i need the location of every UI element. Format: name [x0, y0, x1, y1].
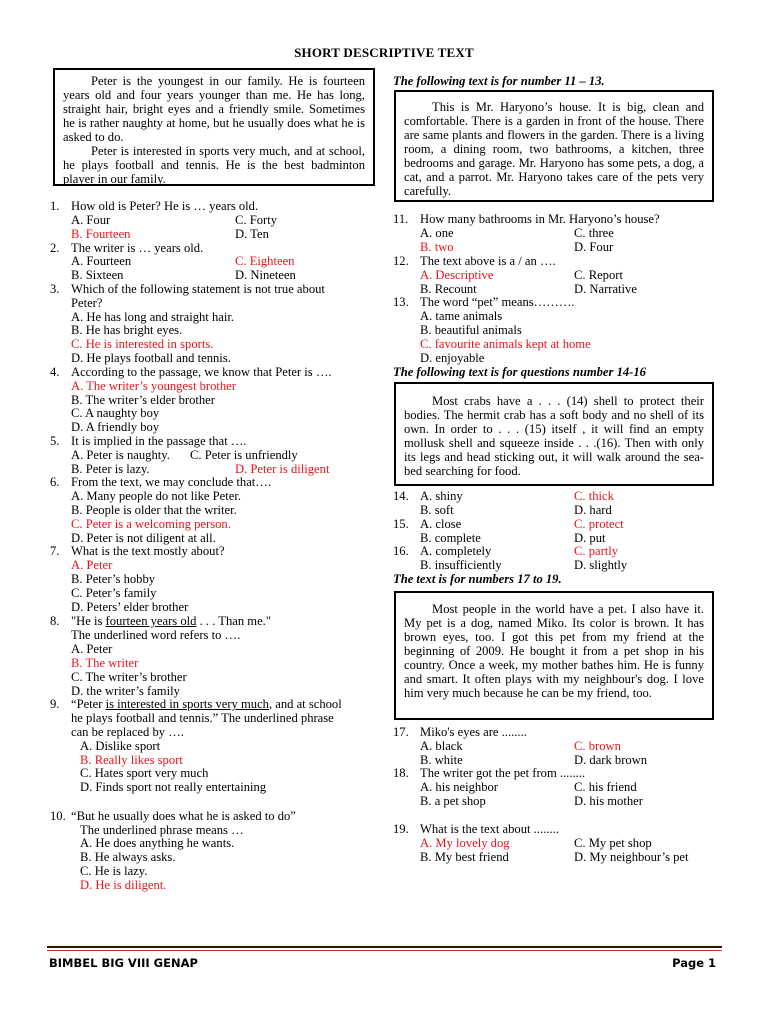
q17-option-b[interactable]: B. white: [420, 753, 463, 767]
q10-option-a[interactable]: A. He does anything he wants.: [80, 836, 235, 850]
q14-option-b[interactable]: B. soft: [420, 503, 454, 517]
q12-option-a[interactable]: A. Descriptive: [420, 268, 494, 282]
q9-text-cont: he plays football and tennis.” The underlined phrase: [71, 711, 334, 725]
q4-option-a[interactable]: A. The writer’s youngest brother: [71, 379, 236, 393]
passage-miko: [394, 591, 714, 720]
q6-option-b[interactable]: B. People is older that the writer.: [71, 503, 237, 517]
q9-text-cont2: can be replaced by ….: [71, 725, 184, 739]
q8-option-d[interactable]: D. the writer’s family: [71, 684, 180, 698]
q8-option-c[interactable]: C. The writer’s brother: [71, 670, 187, 684]
q11-option-c[interactable]: C. three: [574, 226, 614, 240]
q1-option-c[interactable]: C. Forty: [235, 213, 277, 227]
q19-option-a[interactable]: A. My lovely dog: [420, 836, 510, 850]
q17-option-a[interactable]: A. black: [420, 739, 463, 753]
q9-option-d[interactable]: D. Finds sport not really entertaining: [80, 780, 267, 794]
q19-option-d[interactable]: D. My neighbour’s pet: [574, 850, 689, 864]
passage-peter-p1: Peter is the youngest in our family. He is fourteen years old and four years younger than me. He has long, straight hair, bright eyes and a friendly smile. Sometimes he is rather naughty at home, but he usually does what he is asked to do.: [63, 74, 365, 144]
q7-option-b[interactable]: B. Peter’s hobby: [71, 572, 156, 586]
q5-option-c[interactable]: C. Peter is unfriendly: [190, 448, 298, 462]
q7-option-a[interactable]: A. Peter: [71, 558, 113, 572]
q4-option-b[interactable]: B. The writer’s elder brother: [71, 393, 215, 407]
q13-option-a[interactable]: A. tame animals: [420, 309, 503, 323]
q15-option-c[interactable]: C. protect: [574, 517, 624, 531]
passage-haryono-text: This is Mr. Haryono’s house. It is big, clean and comfortable. There is a garden in front of the house. There are same plants and flowers in the garden. There is a living room, a dining room, two bathrooms, a kitchen, three bedrooms and garage. Mr. Haryono has some pets, a dog, a cat, and a parrot. Mr. Haryono takes care of the pets very carefully.: [404, 100, 704, 198]
q18-option-c[interactable]: C. his friend: [574, 780, 637, 794]
q11-option-d[interactable]: D. Four: [574, 240, 614, 254]
q3-option-d[interactable]: D. He plays football and tennis.: [71, 351, 231, 365]
q16-option-d[interactable]: D. slightly: [574, 558, 628, 572]
page-title: SHORT DESCRIPTIVE TEXT: [294, 45, 474, 60]
q15-option-d[interactable]: D. put: [574, 531, 606, 545]
q11-option-b[interactable]: B. two: [420, 240, 454, 254]
q9-option-a[interactable]: A. Dislike sport: [80, 739, 161, 753]
passage-peter: [53, 68, 375, 186]
passage-peter-p2: Peter is interested in sports very much, and at school, he plays football and tennis. He is the best badminton player in our family.: [63, 144, 365, 186]
footer-page-number: Page 1: [672, 956, 716, 970]
footer-rule-red: [47, 950, 722, 951]
q3-option-b[interactable]: B. He has bright eyes.: [71, 323, 183, 337]
q1-option-d[interactable]: D. Ten: [235, 227, 269, 241]
q12-option-b[interactable]: B. Recount: [420, 282, 477, 296]
q11-option-a[interactable]: A. one: [420, 226, 454, 240]
q18-option-a[interactable]: A. his neighbor: [420, 780, 499, 794]
q12-option-d[interactable]: D. Narrative: [574, 282, 637, 296]
q2-option-d[interactable]: D. Nineteen: [235, 268, 296, 282]
q10-text-cont: The underlined phrase means …: [80, 823, 244, 837]
footer-left: BIMBEL BIG VIII GENAP: [49, 956, 198, 970]
q4-option-d[interactable]: D. A friendly boy: [71, 420, 160, 434]
q1-option-b[interactable]: B. Fourteen: [71, 227, 131, 241]
q6-option-c[interactable]: C. Peter is a welcoming person.: [71, 517, 231, 531]
q12-option-c[interactable]: C. Report: [574, 268, 623, 282]
q4-option-c[interactable]: C. A naughty boy: [71, 406, 160, 420]
passage-crabs: [394, 382, 714, 486]
q7-option-c[interactable]: C. Peter’s family: [71, 586, 157, 600]
q15-option-a[interactable]: A. close: [420, 517, 462, 531]
section-header-14-16: The following text is for questions number 14-16: [393, 365, 646, 379]
q8-option-b[interactable]: B. The writer: [71, 656, 139, 670]
q5-option-a[interactable]: A. Peter is naughty.: [71, 448, 170, 462]
q5-option-d[interactable]: D. Peter is diligent: [235, 462, 330, 476]
q8-option-a[interactable]: A. Peter: [71, 642, 113, 656]
q19-option-b[interactable]: B. My best friend: [420, 850, 509, 864]
q18-option-b[interactable]: B. a pet shop: [420, 794, 486, 808]
q8-text-cont: The underlined word refers to ….: [71, 628, 241, 642]
q19-option-c[interactable]: C. My pet shop: [574, 836, 652, 850]
footer-rule-dark: [47, 946, 722, 948]
q2-option-b[interactable]: B. Sixteen: [71, 268, 124, 282]
q6-option-a[interactable]: A. Many people do not like Peter.: [71, 489, 241, 503]
q2-option-c[interactable]: C. Eighteen: [235, 254, 295, 268]
q14-option-a[interactable]: A. shiny: [420, 489, 463, 503]
q3-option-a[interactable]: A. He has long and straight hair.: [71, 310, 234, 324]
q3-option-c[interactable]: C. He is interested in sports.: [71, 337, 214, 351]
q10-option-d[interactable]: D. He is diligent.: [80, 878, 167, 892]
q14-option-d[interactable]: D. hard: [574, 503, 612, 517]
q2-option-a[interactable]: A. Fourteen: [71, 254, 132, 268]
passage-crabs-text: Most crabs have a . . . (14) shell to protect their bodies. The hermit crab has a soft body and no shell of its own. In order to . . . (15) itself , it will find an empty mollusk shell and squeeze inside . . .(16). Then with only its legs and head sticking out, it will walk around the sea-bed searching for food.: [404, 394, 704, 478]
q18-option-d[interactable]: D. his mother: [574, 794, 643, 808]
q10-option-b[interactable]: B. He always asks.: [80, 850, 176, 864]
q16-option-b[interactable]: B. insufficiently: [420, 558, 502, 572]
q14-option-c[interactable]: C. thick: [574, 489, 614, 503]
q17-option-d[interactable]: D. dark brown: [574, 753, 648, 767]
q1-option-a[interactable]: A. Four: [71, 213, 111, 227]
passage-haryono: [394, 90, 714, 202]
q16-option-c[interactable]: C. partly: [574, 544, 619, 558]
q13-option-b[interactable]: B. beautiful animals: [420, 323, 522, 337]
q10-option-c[interactable]: C. He is lazy.: [80, 864, 148, 878]
q5-option-b[interactable]: B. Peter is lazy.: [71, 462, 150, 476]
passage-miko-text: Most people in the world have a pet. I also have it. My pet is a dog, named Miko. Its color is brown. It has brown eyes, too. I got this pet from my friend at the beginning of 2009. He bought it from a pet shop in his country. Once a week, my mother bathes him. He is funny and smart. It often plays with my neighbour's dog. I love him very much because he can be my friend, too.: [404, 602, 704, 700]
q6-option-d[interactable]: D. Peter is not diligent at all.: [71, 531, 216, 545]
q13-option-d[interactable]: D. enjoyable: [420, 351, 485, 365]
q17-option-c[interactable]: C. brown: [574, 739, 621, 753]
q13-option-c[interactable]: C. favourite animals kept at home: [420, 337, 591, 351]
section-header-17-19: The text is for numbers 17 to 19.: [393, 572, 562, 586]
q16-option-a[interactable]: A. completely: [420, 544, 492, 558]
q7-option-d[interactable]: D. Peters’ elder brother: [71, 600, 189, 614]
q8-underlined: fourteen years old: [105, 614, 197, 628]
q9-underlined: is interested in sports very much: [105, 697, 269, 711]
q3-text-cont: Peter?: [71, 296, 103, 310]
q15-option-b[interactable]: B. complete: [420, 531, 481, 545]
q9-option-c[interactable]: C. Hates sport very much: [80, 766, 209, 780]
section-header-11-13: The following text is for number 11 – 13.: [393, 74, 605, 88]
q9-option-b[interactable]: B. Really likes sport: [80, 753, 183, 767]
